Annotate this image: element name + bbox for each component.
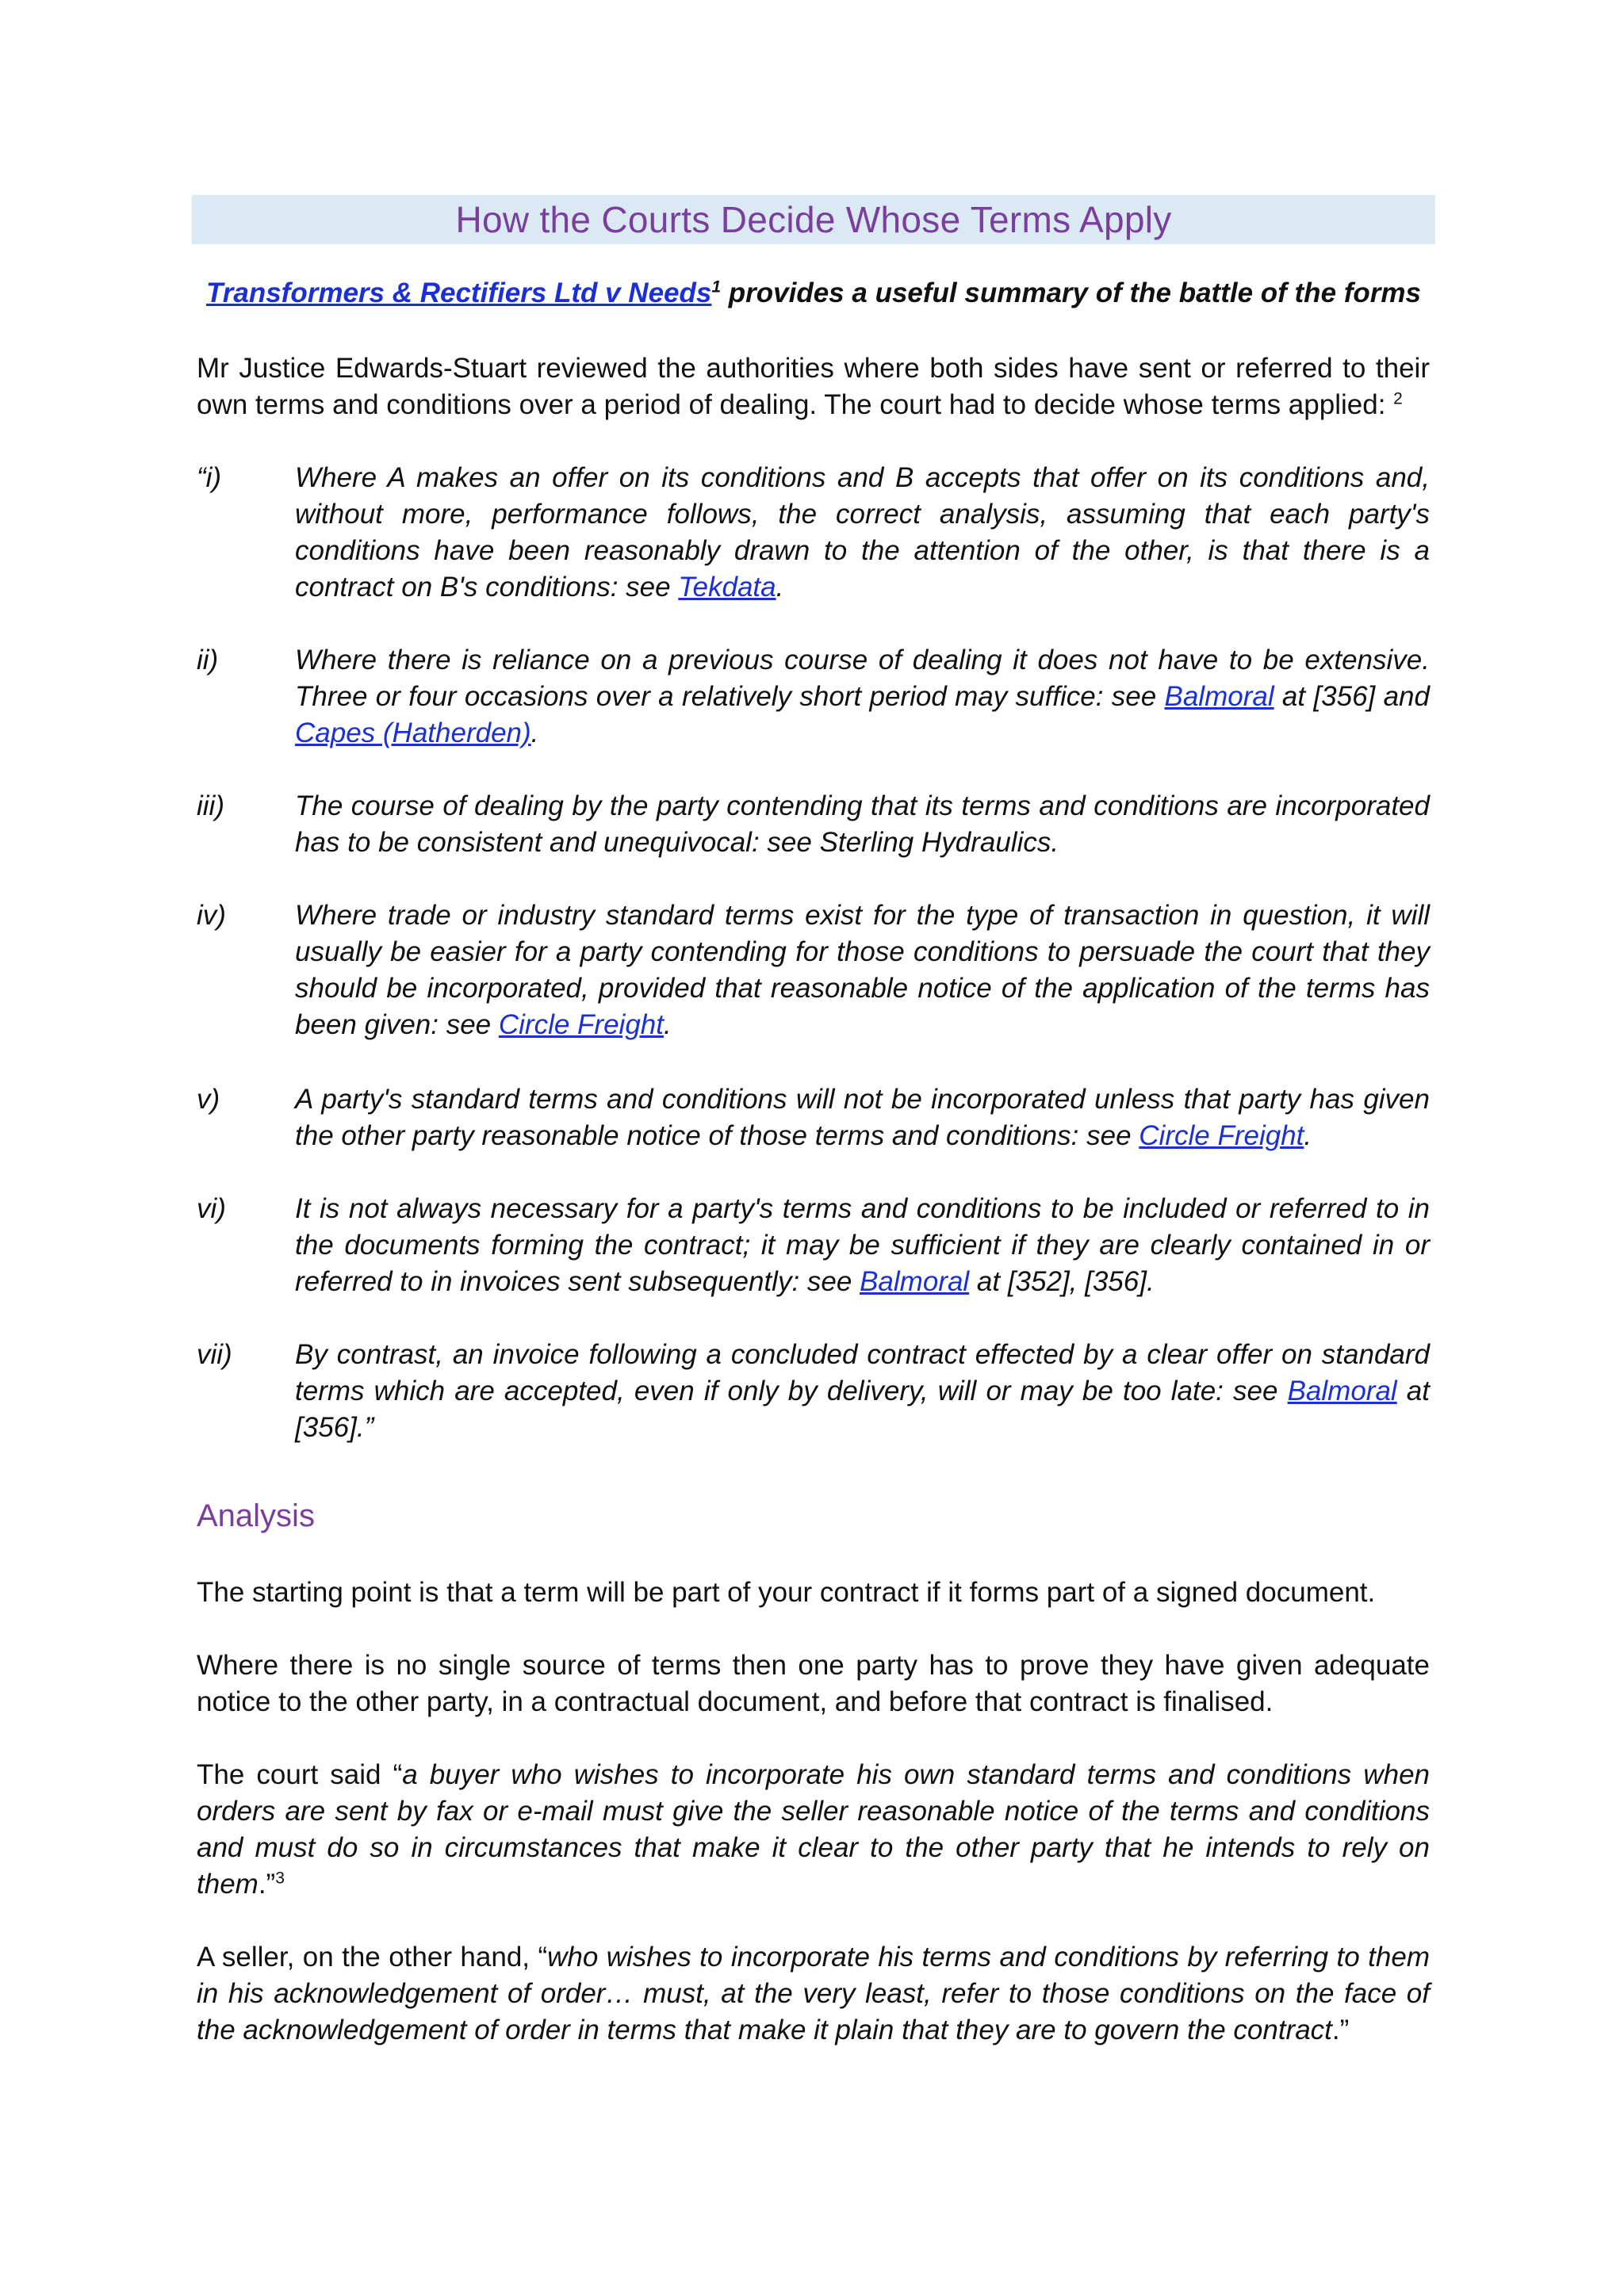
- case-link-balmoral[interactable]: Balmoral: [1287, 1376, 1397, 1406]
- intro-paragraph: [197, 350, 1430, 423]
- item-text: Where A makes an offer on its conditions and B accepts that offer on its conditions and, without more, performance follows, the correct analysis, assuming that each party's conditions have been reasonably drawn to the attention of the other, is that there is a contract on B's conditions: see Tekdata.: [295, 462, 1430, 603]
- case-link-capes[interactable]: Capes (Hatherden): [295, 718, 531, 748]
- item-number: vi): [197, 1193, 226, 1224]
- item-number: vii): [197, 1339, 232, 1370]
- item-number: “i): [197, 462, 222, 493]
- case-link-balmoral[interactable]: Balmoral: [1164, 681, 1274, 712]
- item-text: The course of dealing by the party contending that its terms and conditions are incorporated has to be consistent and unequivocal: see Sterling Hydraulics.: [295, 790, 1430, 858]
- case-link-circle-freight[interactable]: Circle Freight: [1139, 1120, 1304, 1151]
- case-link-tekdata[interactable]: Tekdata: [678, 572, 776, 603]
- analysis-paragraph: The court said “a buyer who wishes to incorporate his own standard terms and conditions when orders are sent by fax or e-mail must give the seller reasonable notice of the terms and conditions and must do so in circumstances that make it clear to the other party that he intends to rely on them.”$^3$: [197, 1759, 1431, 1900]
- intro-text: Mr Justice Edwards-Stuart reviewed the authorities where both sides have sent or referred to their own terms and conditions over a period of dealing. The court had to decide whose terms applied:: [197, 353, 1430, 420]
- item-number: iii): [197, 790, 224, 821]
- item-text: Where trade or industry standard terms exist for the type of transaction in question, it will usually be easier for a party contending for those conditions to persuade the court that they should be incorporated, provided that reasonable notice of the application of the terms has been given: see Circle Freight.: [295, 900, 1430, 1040]
- analysis-paragraph: Where there is no single source of terms then one party has to prove they have given adequate notice to the other party, in a contractual document, and before that contract is finalised.: [197, 1650, 1430, 1717]
- item-number: v): [197, 1084, 220, 1115]
- case-link-balmoral[interactable]: Balmoral: [860, 1266, 970, 1297]
- page-title: How the Courts Decide Whose Terms Apply: [455, 199, 1172, 240]
- item-text: It is not always necessary for a party's terms and conditions to be included or referred to in the documents forming the contract; it may be sufficient if they are clearly contained in or referred to in invoices sent subsequently: see Balmoral at [352], [356].: [295, 1193, 1430, 1297]
- subtitle-text: provides a useful summary of the battle of the forms: [721, 277, 1421, 308]
- footnote-ref-2[interactable]: 2: [1393, 389, 1403, 408]
- subtitle: [192, 277, 1435, 309]
- court-quote: a buyer who wishes to incorporate his own standard terms and conditions when orders are sent by fax or e-mail must give the seller reasonable notice of the terms and conditions and must do so in circumstances that make it clear to the other party that he intends to rely on them: [197, 1759, 1431, 1900]
- item-number: iv): [197, 900, 226, 931]
- item-text: A party's standard terms and conditions will not be incorporated unless that party has given the other party reasonable notice of those terms and conditions: see Circle Freight.: [295, 1084, 1430, 1151]
- footnote-ref-3[interactable]: 3: [275, 1869, 285, 1888]
- item-number: ii): [197, 645, 219, 675]
- footnote-ref-1[interactable]: 1: [711, 277, 722, 297]
- item-text: Where there is reliance on a previous course of dealing it does not have to be extensive. Three or four occasions over a relatively short period may suffice: see Balmoral at [356] and Capes (Hatherden).: [295, 645, 1430, 748]
- case-link[interactable]: Transformers & Rectifiers Ltd v Needs: [206, 277, 712, 308]
- item-text: By contrast, an invoice following a concluded contract effected by a clear offer on standard terms which are accepted, even if only by delivery, will or may be too late: see Balmoral at [356].”: [295, 1339, 1430, 1443]
- analysis-paragraph: A seller, on the other hand, “who wishes to incorporate his terms and conditions by referring to them in his acknowledgement of order… must, at the very least, refer to those conditions on the face of the acknowledgement of order in terms that make it plain that they are to govern the contract.”: [197, 1942, 1430, 2045]
- analysis-heading: Analysis: [197, 1498, 315, 1533]
- case-link-circle-freight[interactable]: Circle Freight: [498, 1009, 664, 1040]
- court-quote: who wishes to incorporate his terms and conditions by referring to them in his acknowledgement of order… must, at the very least, refer to those conditions on the face of the acknowledgement of order in terms that make it plain that they are to govern the contract: [197, 1942, 1430, 2045]
- analysis-paragraph: The starting point is that a term will be part of your contract if it forms part of a signed document.: [197, 1577, 1376, 1608]
- title-banner: [192, 195, 1435, 244]
